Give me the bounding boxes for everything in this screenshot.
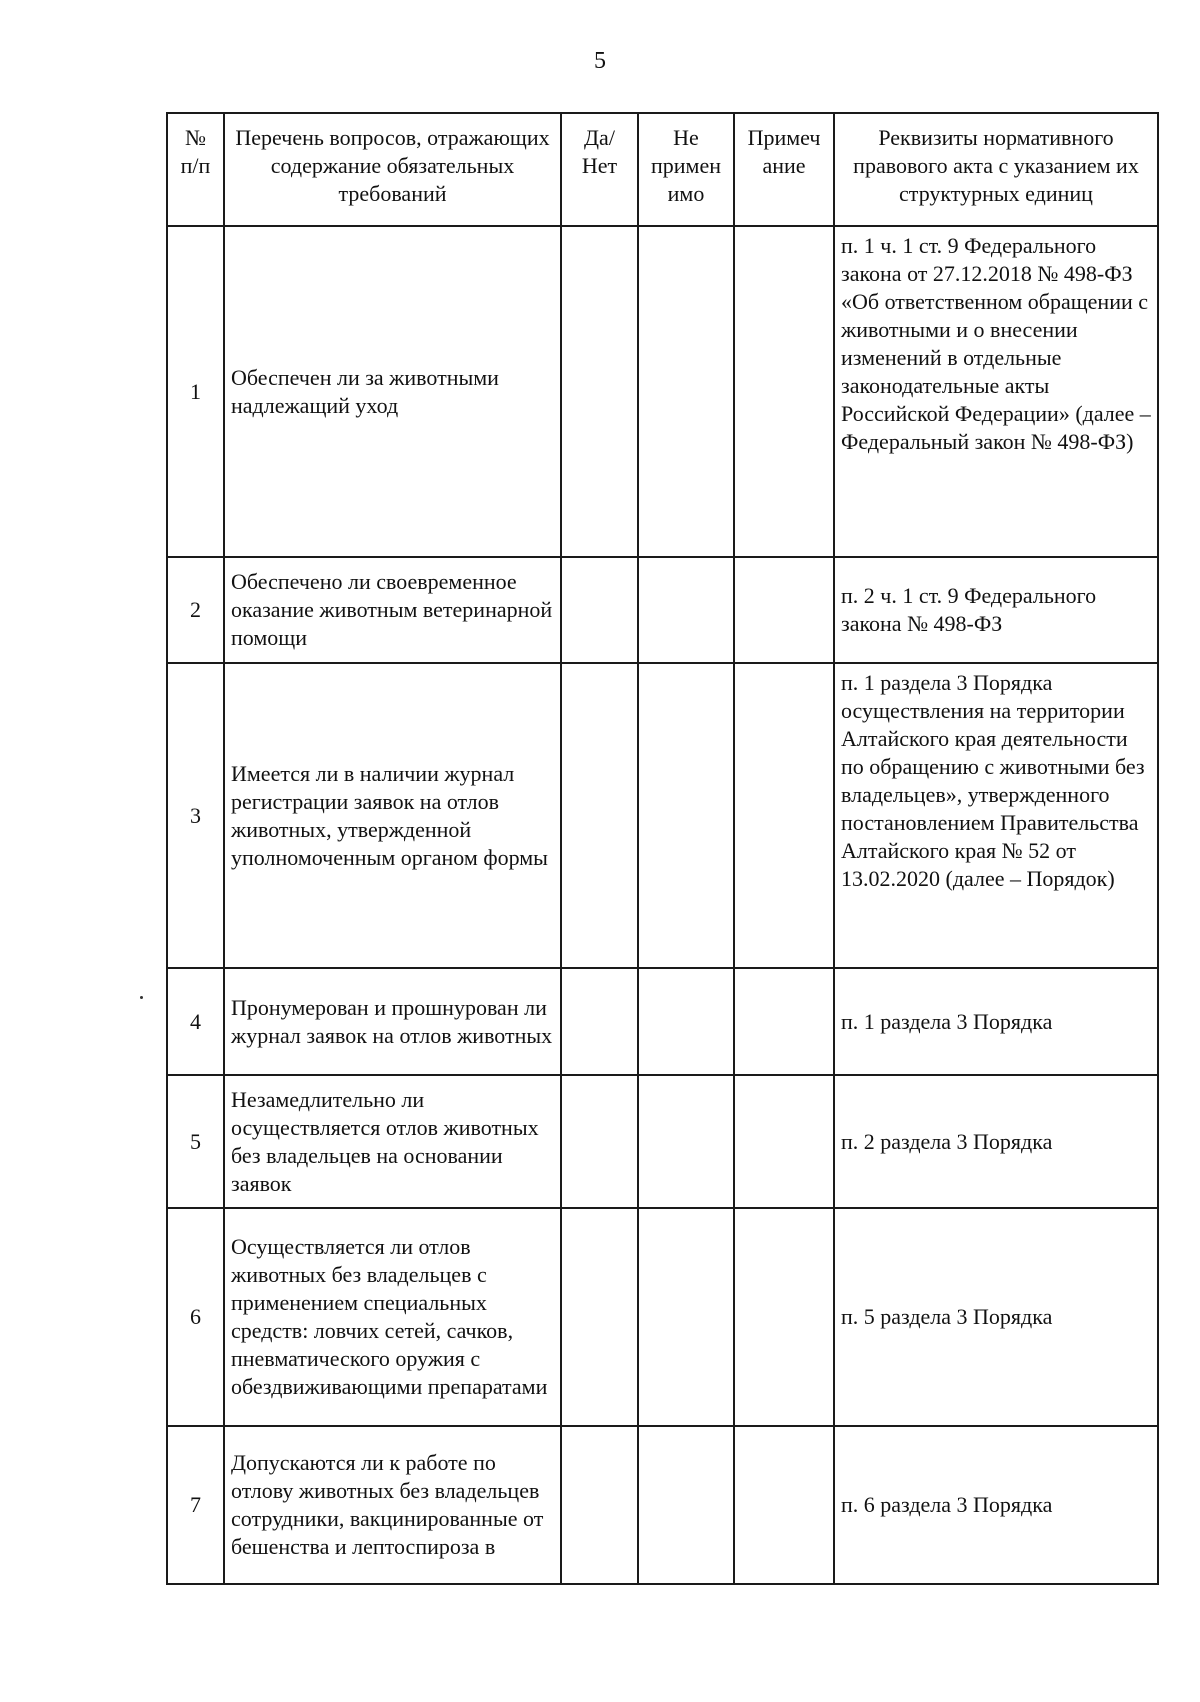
row-reference: п. 2 ч. 1 ст. 9 Федерального закона № 498-ФЗ xyxy=(834,557,1158,663)
row-question: Незамедлительно ли осуществляется отлов животных без владельцев на основании заявок xyxy=(224,1075,561,1208)
row-question: Осуществляется ли отлов животных без владельцев с применением специальных средств: ловчих сетей, сачков, пневматического оружия с обездвиживающими препаратами xyxy=(224,1208,561,1426)
row-number: 5 xyxy=(167,1075,224,1208)
yes-no-cell[interactable] xyxy=(561,663,638,968)
row-reference: п. 6 раздела 3 Порядка xyxy=(834,1426,1158,1584)
yes-no-cell[interactable] xyxy=(561,226,638,557)
note-cell[interactable] xyxy=(734,226,834,557)
note-cell[interactable] xyxy=(734,968,834,1075)
row-number: 7 xyxy=(167,1426,224,1584)
yes-no-cell[interactable] xyxy=(561,1426,638,1584)
not-applicable-cell[interactable] xyxy=(638,557,734,663)
checklist-table xyxy=(166,112,1159,1585)
header-note: Примеч ание xyxy=(734,113,834,226)
not-applicable-cell[interactable] xyxy=(638,968,734,1075)
row-number: 4 xyxy=(167,968,224,1075)
yes-no-cell[interactable] xyxy=(561,557,638,663)
note-cell[interactable] xyxy=(734,663,834,968)
header-question: Перечень вопросов, отражающих содержание обязательных требований xyxy=(224,113,561,226)
table-row xyxy=(167,1208,1158,1426)
row-number: 6 xyxy=(167,1208,224,1426)
not-applicable-cell[interactable] xyxy=(638,1426,734,1584)
row-reference: п. 1 раздела 3 Порядка осуществления на территории Алтайского края деятельности по обращению с животными без владельцев», утвержденного постановлением Правительства Алтайского края № 52 от 13.02.2020 (далее – Порядок) xyxy=(834,663,1158,968)
row-question: Обеспечен ли за животными надлежащий уход xyxy=(224,226,561,557)
table-row xyxy=(167,1075,1158,1208)
not-applicable-cell[interactable] xyxy=(638,1075,734,1208)
table-row xyxy=(167,1426,1158,1584)
yes-no-cell[interactable] xyxy=(561,1075,638,1208)
row-reference: п. 2 раздела 3 Порядка xyxy=(834,1075,1158,1208)
header-yes-no: Да/ Нет xyxy=(561,113,638,226)
not-applicable-cell[interactable] xyxy=(638,1208,734,1426)
scan-dot xyxy=(140,996,143,999)
row-number: 1 xyxy=(167,226,224,557)
header-reference: Реквизиты нормативного правового акта с указанием их структурных единиц xyxy=(834,113,1158,226)
not-applicable-cell[interactable] xyxy=(638,226,734,557)
row-reference: п. 1 ч. 1 ст. 9 Федерального закона от 27.12.2018 № 498-ФЗ «Об ответственном обращении с животными и о внесении изменений в отдельные законодательные акты Российской Федерации» (далее – Федеральный закон № 498-ФЗ) xyxy=(834,226,1158,557)
table-header-row xyxy=(167,113,1158,226)
table-row xyxy=(167,968,1158,1075)
row-reference: п. 5 раздела 3 Порядка xyxy=(834,1208,1158,1426)
table-row xyxy=(167,663,1158,968)
row-reference: п. 1 раздела 3 Порядка xyxy=(834,968,1158,1075)
yes-no-cell[interactable] xyxy=(561,1208,638,1426)
note-cell[interactable] xyxy=(734,1208,834,1426)
row-number: 3 xyxy=(167,663,224,968)
page-number: 5 xyxy=(594,48,606,74)
note-cell[interactable] xyxy=(734,557,834,663)
row-question: Имеется ли в наличии журнал регистрации заявок на отлов животных, утвержденной уполномоченным органом формы xyxy=(224,663,561,968)
yes-no-cell[interactable] xyxy=(561,968,638,1075)
row-number: 2 xyxy=(167,557,224,663)
note-cell[interactable] xyxy=(734,1075,834,1208)
row-question: Обеспечено ли своевременное оказание животным ветеринарной помощи xyxy=(224,557,561,663)
table-row xyxy=(167,557,1158,663)
row-question: Допускаются ли к работе по отлову животных без владельцев сотрудники, вакцинированные от бешенства и лептоспироза в xyxy=(224,1426,561,1584)
header-num: № п/п xyxy=(167,113,224,226)
note-cell[interactable] xyxy=(734,1426,834,1584)
not-applicable-cell[interactable] xyxy=(638,663,734,968)
header-not-applicable: Не примен имо xyxy=(638,113,734,226)
row-question: Пронумерован и прошнурован ли журнал заявок на отлов животных xyxy=(224,968,561,1075)
table-row xyxy=(167,226,1158,557)
